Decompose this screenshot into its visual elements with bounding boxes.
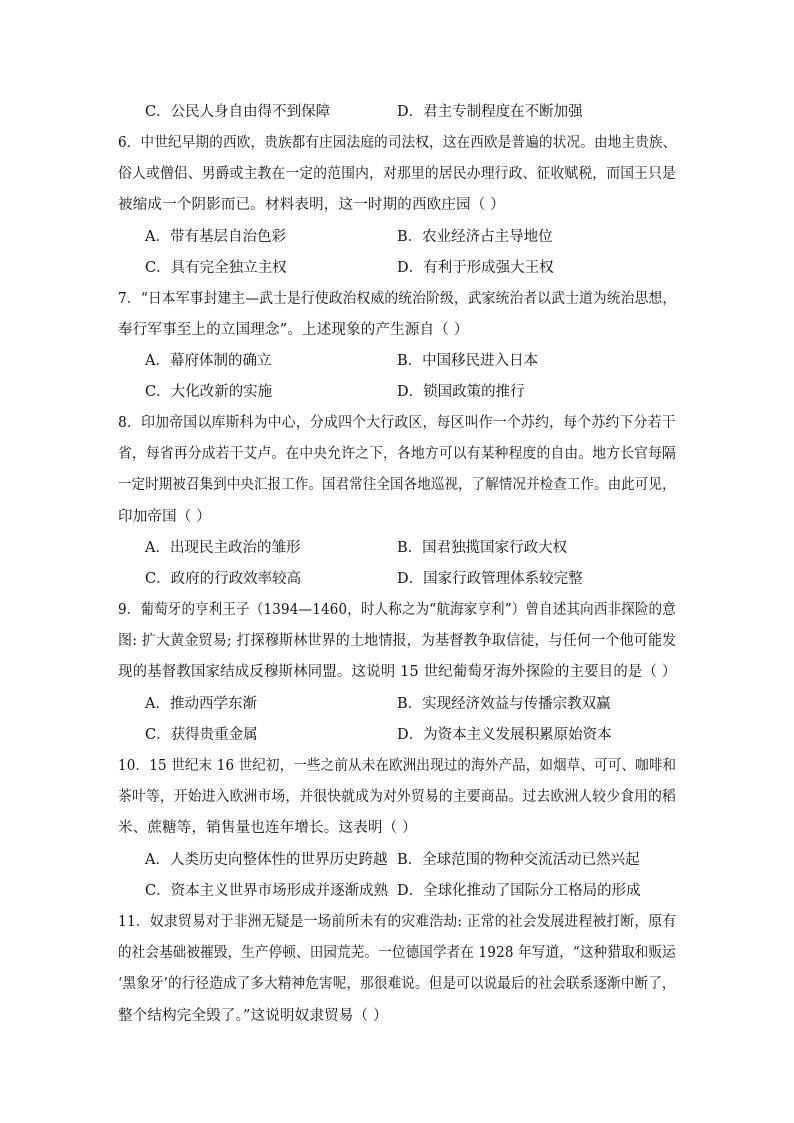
q9-stem-line: 图: 扩大黄金贸易; 打探穆斯林世界的土地情报，为基督教争取信徒，与任何一个他可能发 xyxy=(118,633,677,649)
q7-stem-line: 奉行军事至上的立国理念”。上述现象的产生源自（ ） xyxy=(118,322,469,338)
q11-stem-line: 整个结构完全毁了。”这说明奴隶贸易（ ） xyxy=(118,1008,388,1024)
q10-stem-line: 10．15 世纪末 16 世纪初，一些之前从未在欧洲出现过的海外产品，如烟草、可可、咖啡和 xyxy=(118,758,677,774)
q8-option-c: C．政府的行政效率较高 xyxy=(145,571,302,587)
q6-stem-line: 被缩成一个阴影而已。材料表明，这一时期的西欧庄园（ ） xyxy=(118,197,506,213)
q10-option-b: B．全球范围的物种交流活动已然兴起 xyxy=(397,852,640,868)
q11-stem-line: 的社会基础被摧毁，生产停顿、田园荒芜。一位德国学者在 1928 年写道，“这种猎取和贩运 xyxy=(118,945,676,961)
q10-option-d: D．全球化推动了国际分工格局的形成 xyxy=(397,883,641,899)
q10-option-a: A．人类历史向整体性的世界历史跨越 xyxy=(145,852,388,868)
q10-option-c: C．资本主义世界市场形成并逐渐成熟 xyxy=(145,883,389,899)
q6-option-c: C．具有完全独立主权 xyxy=(145,260,287,276)
q5-option-d: D．君主专制程度在不断加强 xyxy=(397,104,583,120)
q9-option-a: A．推动西学东渐 xyxy=(145,696,257,712)
q8-stem-line: 省，每省再分成若干艾卢。在中央允许之下，各地方可以有某种程度的自由。地方长官每隔 xyxy=(118,446,676,462)
q8-stem-line: 一定时期被召集到中央汇报工作。国君常往全国各地巡视，了解情况并检查工作。由此可见， xyxy=(118,477,676,493)
q6-option-b: B．农业经济占主导地位 xyxy=(397,229,553,245)
q9-stem-line: 9．葡萄牙的亨利王子（1394—1460，时人称之为“航海家亨利”）曾自述其向西非探险的意 xyxy=(118,602,676,618)
q9-option-d: D．为资本主义发展积累原始资本 xyxy=(397,727,612,743)
q8-stem-line: 8．印加帝国以库斯科为中心，分成四个大行政区，每区叫作一个苏约，每个苏约下分若干 xyxy=(118,415,676,431)
q9-option-b: B．实现经济效益与传播宗教双赢 xyxy=(397,696,611,712)
q8-option-d: D．国家行政管理体系较完整 xyxy=(397,571,583,587)
q9-stem-line: 现的基督教国家结成反穆斯林同盟。这说明 15 世纪葡萄牙海外探险的主要目的是（ ） xyxy=(118,664,677,680)
q9-option-c: C．获得贵重金属 xyxy=(145,727,258,743)
q7-option-b: B．中国移民进入日本 xyxy=(397,353,539,369)
q10-stem-line: 茶叶等，开始进入欧洲市场，并很快就成为对外贸易的主要商品。过去欧洲人较少食用的稻 xyxy=(118,789,676,805)
q8-stem-line: 印加帝国（ ） xyxy=(118,509,212,525)
q7-option-a: A．幕府体制的确立 xyxy=(145,353,272,369)
q10-stem-line: 米、蔗糖等，销售量也连年增长。这表明（ ） xyxy=(118,820,417,836)
q7-option-c: C．大化改新的实施 xyxy=(145,384,273,400)
q8-option-a: A．出现民主政治的雏形 xyxy=(145,540,301,556)
q6-option-a: A．带有基层自治色彩 xyxy=(145,229,286,245)
q8-option-b: B．国君独揽国家行政大权 xyxy=(397,540,568,556)
q6-stem-line: 6．中世纪早期的西欧，贵族都有庄园法庭的司法权，这在西欧是普遍的状况。由地主贵族、 xyxy=(118,135,677,151)
q6-option-d: D．有利于形成强大王权 xyxy=(397,260,554,276)
q5-option-c: C．公民人身自由得不到保障 xyxy=(145,104,331,120)
q7-stem-line: 7．“日本军事封建主—武士是行使政治权威的统治阶级，武家统治者以武士道为统治思想， xyxy=(118,291,677,307)
q7-option-d: D．锁国政策的推行 xyxy=(397,384,525,400)
q11-stem-line: 11．奴隶贸易对于非洲无疑是一场前所未有的灾难浩劫: 正常的社会发展进程被打断，原有 xyxy=(118,914,677,930)
q6-stem-line: 俗人或僧侣、男爵或主教在一定的范围内，对那里的居民办理行政、征收赋税，而国王只是 xyxy=(118,166,676,182)
q11-stem-line: ‘黑象牙’的行径造成了多大精神危害呢，那很难说。但是可以说最后的社会联系逐渐中断了， xyxy=(118,976,676,992)
